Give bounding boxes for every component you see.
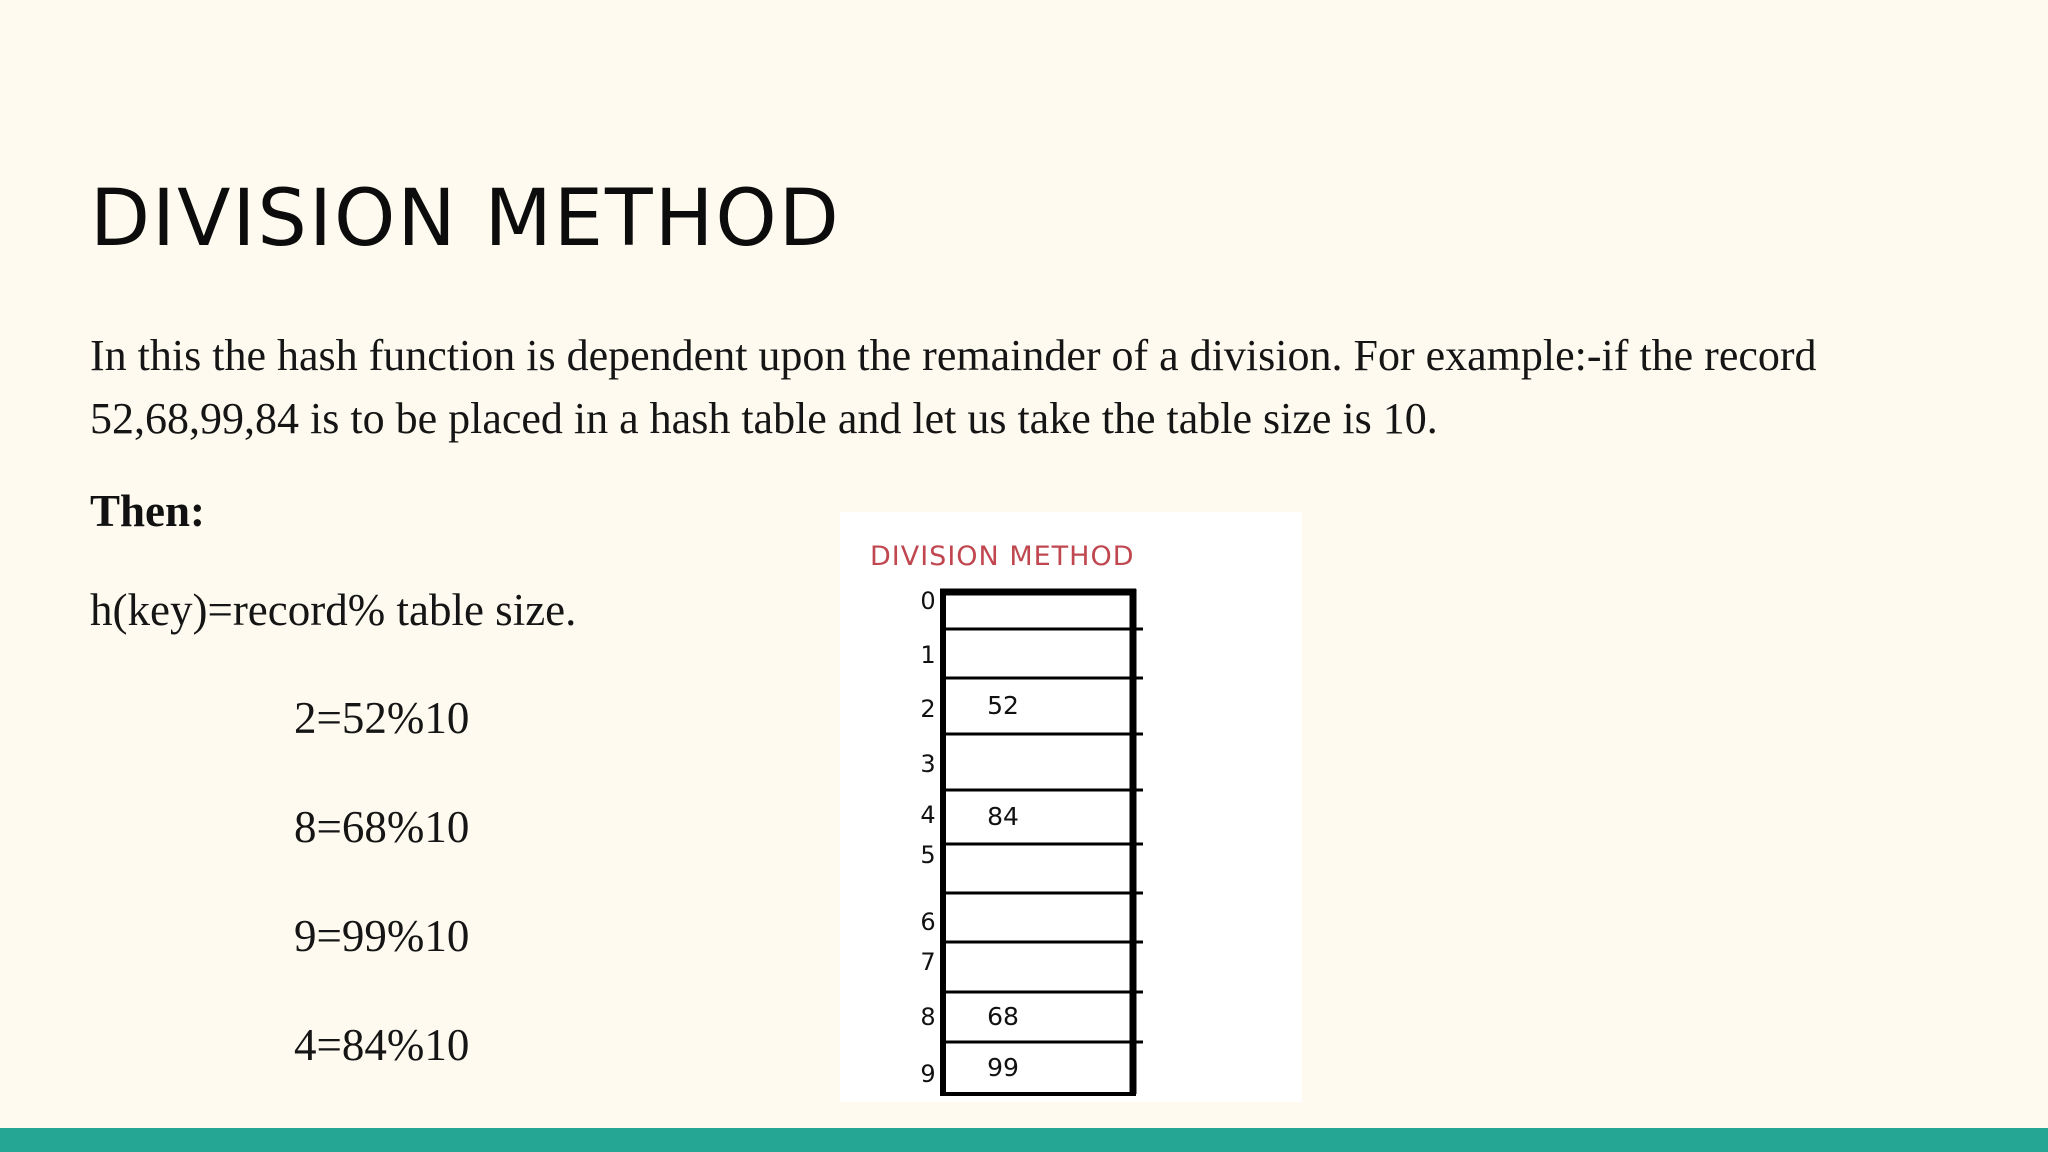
hash-table-figure bbox=[840, 512, 1302, 1102]
accent-bar bbox=[0, 1128, 2048, 1152]
then-label: Then: bbox=[90, 486, 206, 536]
hash-table-grid bbox=[940, 589, 1143, 1094]
calculation-line: 8=68%10 bbox=[294, 802, 470, 852]
slot-index-label: 7 bbox=[920, 948, 936, 976]
slot-value: 52 bbox=[987, 691, 1019, 720]
intro-paragraph: In this the hash function is dependent upon the remainder of a division. For example:-if the record 52,68,99,84 is to be placed in a hash table and let us take the table size is 10. bbox=[90, 331, 1817, 443]
slot-index-label: 9 bbox=[920, 1060, 936, 1088]
slot-index-label: 2 bbox=[920, 695, 936, 723]
slot-value: 84 bbox=[987, 802, 1019, 831]
slot-value: 68 bbox=[987, 1002, 1019, 1031]
slot-index-label: 8 bbox=[920, 1003, 936, 1031]
calculation-line: 4=84%10 bbox=[294, 1020, 470, 1070]
calculation-line: 9=99%10 bbox=[294, 911, 470, 961]
hash-table-diagram bbox=[840, 512, 1302, 1102]
calculation-line: 2=52%10 bbox=[294, 693, 470, 743]
slot-index-label: 4 bbox=[920, 801, 936, 829]
slide-title: DIVISION METHOD bbox=[90, 174, 841, 265]
slot-index-label: 0 bbox=[920, 587, 936, 615]
slot-index-label: 5 bbox=[920, 841, 936, 869]
hash-table-labels bbox=[920, 587, 1019, 1088]
slot-index-label: 6 bbox=[920, 908, 936, 936]
hash-formula: h(key)=record% table size. bbox=[90, 585, 577, 635]
slot-index-label: 3 bbox=[920, 750, 936, 778]
slot-value: 99 bbox=[987, 1053, 1019, 1082]
slot-index-label: 1 bbox=[920, 641, 936, 669]
figure-title: DIVISION METHOD bbox=[870, 541, 1135, 572]
